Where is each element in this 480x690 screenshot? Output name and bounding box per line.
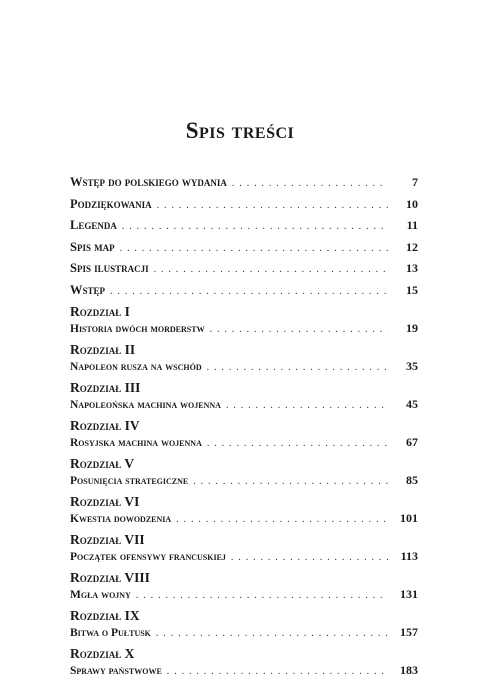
dot-leader (193, 474, 388, 490)
chapter-number: Rozdział II (70, 342, 136, 357)
dot-leader (231, 550, 388, 566)
chapter-title: Napoleon rusza na wschód (70, 361, 202, 373)
toc-entry-label: Wstęp (70, 282, 106, 297)
chapter-number: Rozdział I (70, 304, 130, 319)
toc-page-number: 67 (406, 435, 418, 449)
toc-page-number: 19 (406, 321, 418, 335)
toc-chapter-9[interactable] (70, 607, 418, 640)
toc-chapter-2[interactable] (70, 341, 418, 374)
toc-entry-label: Spis map (70, 239, 115, 254)
chapter-number: Rozdział V (70, 456, 135, 471)
chapter-title: Historia dwóch morderstw (70, 323, 205, 335)
toc-chapter-1[interactable] (70, 303, 418, 336)
toc-entry-label: Spis ilustracji (70, 261, 149, 275)
toc-page-number: 11 (406, 218, 418, 232)
dot-leader (232, 173, 388, 195)
toc-page-number: 35 (406, 359, 418, 373)
toc-page-number: 157 (400, 625, 418, 639)
toc-chapter-10[interactable] (70, 645, 418, 678)
chapter-list (70, 303, 418, 678)
toc-entry-introduction[interactable] (70, 280, 418, 302)
toc-page-number: 13 (406, 261, 418, 275)
toc-page-number: 10 (406, 196, 418, 211)
chapter-number: Rozdział VI (70, 494, 140, 509)
dot-leader (154, 259, 388, 281)
toc-chapter-7[interactable] (70, 531, 418, 564)
toc-page-number: 183 (400, 663, 418, 677)
toc-entry-label: Wstęp do polskiego wydania (70, 175, 227, 189)
toc-page-number: 12 (406, 239, 418, 254)
toc-page-number: 101 (400, 511, 418, 525)
toc-page-number: 113 (400, 549, 418, 563)
toc-page-number: 7 (412, 175, 418, 189)
dot-leader (167, 664, 388, 680)
page-title: Spis treści (185, 118, 295, 143)
toc-chapter-4[interactable] (70, 417, 418, 450)
dot-leader (176, 512, 388, 528)
dot-leader (122, 216, 388, 238)
chapter-number: Rozdział IX (70, 608, 140, 623)
chapter-title: Kwestia dowodzenia (70, 513, 172, 525)
toc-entry-label: Legenda (70, 218, 117, 232)
toc-entry-legend[interactable] (70, 215, 418, 237)
dot-leader (110, 281, 388, 303)
chapter-title: Rosyjska machina wojenna (70, 437, 202, 449)
toc-entry-label: Podziękowania (70, 196, 152, 211)
dot-leader (120, 238, 388, 260)
dot-leader (207, 360, 388, 376)
toc-entry-list-of-illustrations[interactable] (70, 258, 418, 280)
toc-entry-acknowledgements[interactable] (70, 194, 418, 216)
toc-entry-preface-polish[interactable] (70, 172, 418, 194)
toc-page-number: 45 (406, 397, 418, 411)
chapter-title: Mgła wojny (70, 589, 131, 601)
toc-entry-list-of-maps[interactable] (70, 237, 418, 259)
toc-page-number: 85 (406, 473, 418, 487)
toc-chapter-6[interactable] (70, 493, 418, 526)
dot-leader (207, 436, 388, 452)
dot-leader (156, 626, 388, 642)
chapter-number: Rozdział VIII (70, 570, 150, 585)
toc-chapter-8[interactable] (70, 569, 418, 602)
dot-leader (136, 588, 388, 604)
chapter-title: Posunięcia strategiczne (70, 475, 189, 487)
chapter-number: Rozdział III (70, 380, 141, 395)
toc-chapter-3[interactable] (70, 379, 418, 412)
toc-page-number: 131 (400, 587, 418, 601)
chapter-number: Rozdział X (70, 646, 135, 661)
table-of-contents (70, 172, 418, 683)
chapter-title: Sprawy państwowe (70, 665, 162, 677)
chapter-number: Rozdział IV (70, 418, 140, 433)
dot-leader (226, 398, 388, 414)
chapter-number: Rozdział VII (70, 532, 145, 547)
chapter-title: Bitwa o Pułtusk (70, 627, 151, 639)
front-matter-list (70, 172, 418, 301)
toc-chapter-5[interactable] (70, 455, 418, 488)
chapter-title: Początek ofensywy francuskiej (70, 551, 226, 563)
toc-page-number: 15 (406, 282, 418, 297)
dot-leader (210, 322, 388, 338)
dot-leader (157, 195, 388, 217)
chapter-title: Napoleońska machina wojenna (70, 399, 221, 411)
